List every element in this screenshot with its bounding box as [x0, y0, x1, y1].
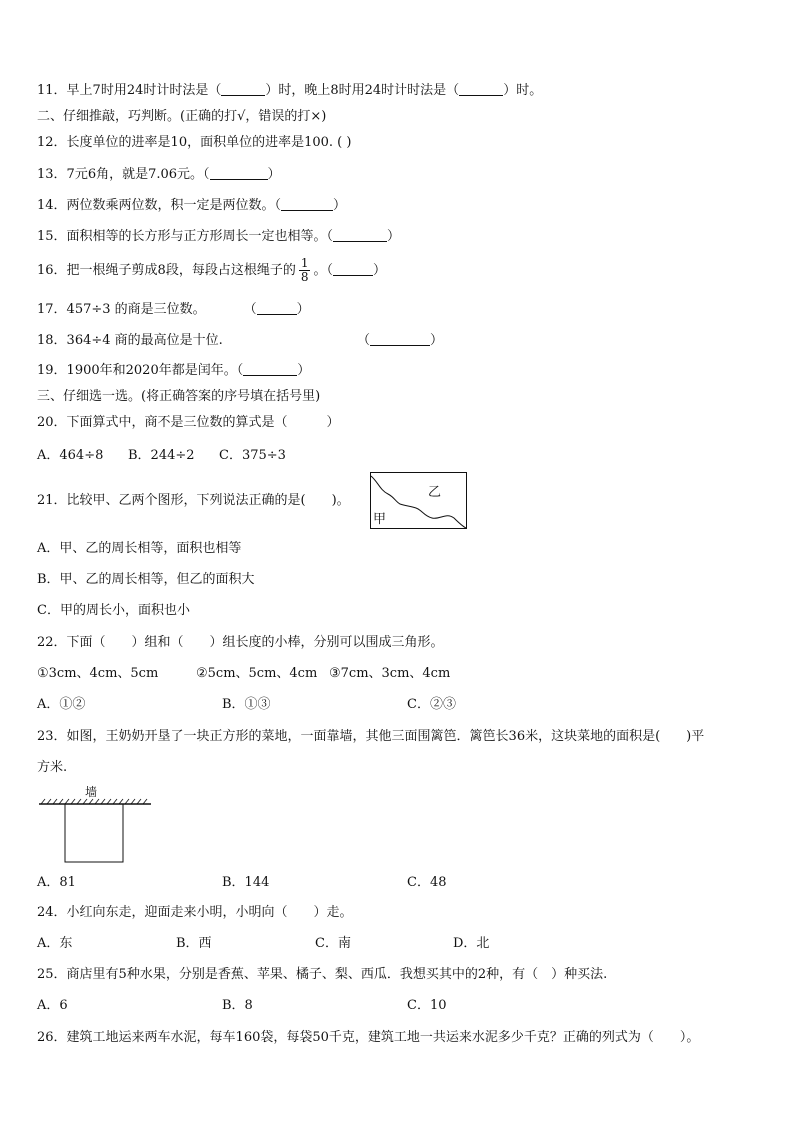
question-16: [37, 257, 386, 285]
q16-blank[interactable]: [333, 263, 373, 276]
q20-option-a[interactable]: A．464÷8: [37, 448, 104, 463]
q20-option-b[interactable]: B．244÷2: [128, 448, 195, 463]
question-19: [37, 362, 310, 380]
question-11: [37, 82, 542, 100]
question-18: [37, 332, 443, 350]
q14-text-b: ）: [333, 198, 347, 213]
q14-text-a: 14．两位数乘两位数，积一定是两位数。（: [37, 198, 282, 213]
q25-option-c[interactable]: C．10: [407, 998, 447, 1013]
question-23-stem-line-1: 23．如图，王奶奶开垦了一块正方形的菜地，一面靠墙，其他三面围篱笆．篱笆长36米，这块菜地的面积是( )平: [37, 729, 705, 744]
question-15: [37, 228, 400, 246]
q15-text-a: 15．面积相等的长方形与正方形周长一定也相等。（: [37, 229, 334, 244]
question-22-stem: 22．下面（ ）组和（ ）组长度的小棒，分别可以围成三角形。: [37, 635, 444, 650]
q23-wall-label: 墙: [85, 785, 98, 799]
q17-text-c: ）: [296, 302, 310, 317]
q21-label-jia: 甲: [373, 512, 387, 527]
q13-text-a: 13．7元6角，就是7.06元。（: [37, 167, 210, 182]
q23-figure: [37, 782, 155, 866]
q16-text-c: ）: [372, 263, 386, 278]
q22-group-1: ①3cm、4cm、5cm: [37, 666, 159, 681]
q21-option-c[interactable]: C．甲的周长小，面积也小: [37, 603, 190, 618]
q16-text-a: 16．把一根绳子剪成8段，每段占这根绳子的: [37, 263, 296, 278]
q23-fence: [65, 804, 123, 862]
q25-option-a[interactable]: A．6: [37, 998, 68, 1013]
question-20-stem: 20．下面算式中，商不是三位数的算式是（ ）: [37, 415, 340, 430]
q11-blank-1[interactable]: [221, 83, 265, 96]
q23-option-a[interactable]: A．81: [37, 875, 76, 890]
q20-option-c[interactable]: C．375÷3: [219, 448, 286, 463]
q17-blank[interactable]: [257, 302, 297, 315]
q17-text-b: （: [243, 302, 257, 317]
q14-blank[interactable]: [281, 198, 333, 211]
question-21-stem: 21．比较甲、乙两个图形，下列说法正确的是( )。: [37, 493, 350, 508]
question-13: [37, 166, 281, 184]
q22-group-2: ②5cm、5cm、4cm: [196, 666, 318, 681]
q24-option-c[interactable]: C．南: [315, 936, 351, 951]
q22-option-a[interactable]: A．①②: [37, 697, 86, 712]
q16-text-b: 。（: [313, 263, 333, 278]
q16-fraction: [299, 257, 311, 284]
q13-text-b: ）: [267, 167, 281, 182]
q18-text-a: 18．364÷4 商的最高位是十位.: [37, 333, 223, 348]
question-26: 26．建筑工地运来两车水泥，每车160袋，每袋50千克，建筑工地一共运来水泥多少千克？正确的列式为（ ）。: [37, 1030, 700, 1045]
q17-text-a: 17．457÷3 的商是三位数。: [37, 302, 206, 317]
question-17: [37, 301, 310, 319]
q18-blank[interactable]: [370, 333, 430, 346]
question-14: [37, 197, 346, 215]
q11-text-a: 11．早上7时用24时计时法是（: [37, 83, 222, 98]
q22-option-b[interactable]: B．①③: [222, 697, 271, 712]
q21-label-yi: 乙: [428, 485, 442, 500]
q16-numerator: 1: [300, 256, 309, 270]
q22-option-c[interactable]: C．②③: [407, 697, 456, 712]
q24-option-a[interactable]: A．东: [37, 936, 73, 951]
q19-text-b: ）: [297, 363, 311, 378]
q11-blank-2[interactable]: [459, 83, 503, 96]
q21-option-b[interactable]: B．甲、乙的周长相等，但乙的面积大: [37, 572, 255, 587]
q15-text-b: ）: [387, 229, 401, 244]
question-23-stem-line-2: 方米.: [37, 760, 68, 775]
q11-text-c: ）时。: [503, 83, 543, 98]
q18-text-b: （: [357, 333, 371, 348]
q19-blank[interactable]: [243, 363, 297, 376]
q16-denominator: 8: [300, 270, 309, 284]
section-2-heading: 二、仔细推敲，巧判断。(正确的打√，错误的打×): [37, 109, 327, 124]
q13-blank[interactable]: [210, 167, 268, 180]
q21-figure: [370, 472, 468, 532]
q19-text-a: 19．1900年和2020年都是闰年。（: [37, 363, 244, 378]
section-3-heading: 三、仔细选一选。(将正确答案的序号填在括号里): [37, 389, 321, 404]
q11-text-b: ）时，晚上8时用24时计时法是（: [265, 83, 460, 98]
q21-option-a[interactable]: A．甲、乙的周长相等，面积也相等: [37, 541, 242, 556]
q23-option-b[interactable]: B．144: [222, 875, 270, 890]
question-24-stem: 24．小红向东走，迎面走来小明，小明向（ ）走。: [37, 905, 353, 920]
q25-option-b[interactable]: B．8: [222, 998, 253, 1013]
q23-option-c[interactable]: C．48: [407, 875, 447, 890]
q18-text-c: ）: [430, 333, 444, 348]
q15-blank[interactable]: [333, 229, 387, 242]
q24-option-d[interactable]: D．北: [453, 936, 490, 951]
q22-group-3: ③7cm、3cm、4cm: [329, 666, 451, 681]
question-12: 12．长度单位的进率是10，面积单位的进率是100. ( ): [37, 135, 352, 150]
question-25-stem: 25．商店里有5种水果，分别是香蕉、苹果、橘子、梨、西瓜．我想买其中的2种，有（ ）种买法.: [37, 967, 608, 982]
q24-option-b[interactable]: B．西: [176, 936, 212, 951]
